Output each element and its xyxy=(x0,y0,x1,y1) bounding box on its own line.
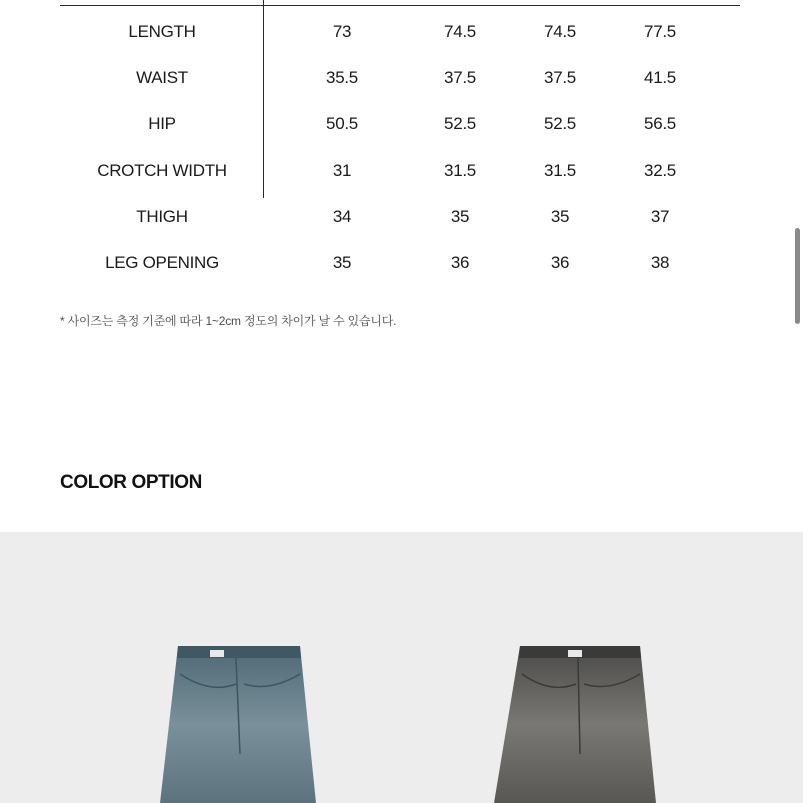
section-title: COLOR OPTION xyxy=(60,472,202,493)
size-value: 36 xyxy=(550,253,570,272)
size-value: 41.5 xyxy=(644,68,676,87)
size-value: 35.5 xyxy=(326,68,358,87)
size-value: 31.5 xyxy=(444,161,476,180)
table-top-rule xyxy=(60,5,740,6)
size-value: 74.5 xyxy=(544,22,576,41)
row-label: HIP xyxy=(148,114,176,133)
row-label: WAIST xyxy=(136,68,188,87)
table-row xyxy=(0,109,803,139)
size-value: 37.5 xyxy=(444,68,476,87)
table-row xyxy=(0,63,803,93)
size-value: 52.5 xyxy=(444,114,476,133)
size-value: 74.5 xyxy=(444,22,476,41)
table-row xyxy=(0,202,803,232)
jeans-blue-wash-icon[interactable] xyxy=(150,644,330,803)
table-row xyxy=(0,248,803,278)
size-value: 35 xyxy=(332,253,352,272)
size-value: 73 xyxy=(332,22,352,41)
size-value: 31.5 xyxy=(544,161,576,180)
size-value: 35 xyxy=(550,207,570,226)
size-value: 31 xyxy=(332,161,352,180)
jeans-grey-wash-icon[interactable] xyxy=(480,644,660,803)
size-value: 34 xyxy=(332,207,352,226)
size-value: 37 xyxy=(650,207,670,226)
size-value: 32.5 xyxy=(644,161,676,180)
size-value: 36 xyxy=(450,253,470,272)
table-row xyxy=(0,17,803,47)
size-value: 56.5 xyxy=(644,114,676,133)
size-value: 52.5 xyxy=(544,114,576,133)
size-value: 35 xyxy=(450,207,470,226)
color-option-panel xyxy=(0,532,803,803)
size-note: * 사이즈는 측정 기준에 따라 1~2cm 정도의 차이가 날 수 있습니다. xyxy=(60,314,397,328)
table-row xyxy=(0,156,803,186)
row-label: CROTCH WIDTH xyxy=(97,161,227,180)
row-label: LENGTH xyxy=(128,22,196,41)
scrollbar-thumb[interactable] xyxy=(795,228,800,324)
row-label: THIGH xyxy=(136,207,188,226)
row-label: LEG OPENING xyxy=(105,253,219,272)
size-value: 50.5 xyxy=(326,114,358,133)
size-value: 77.5 xyxy=(644,22,676,41)
size-value: 38 xyxy=(650,253,670,272)
size-value: 37.5 xyxy=(544,68,576,87)
